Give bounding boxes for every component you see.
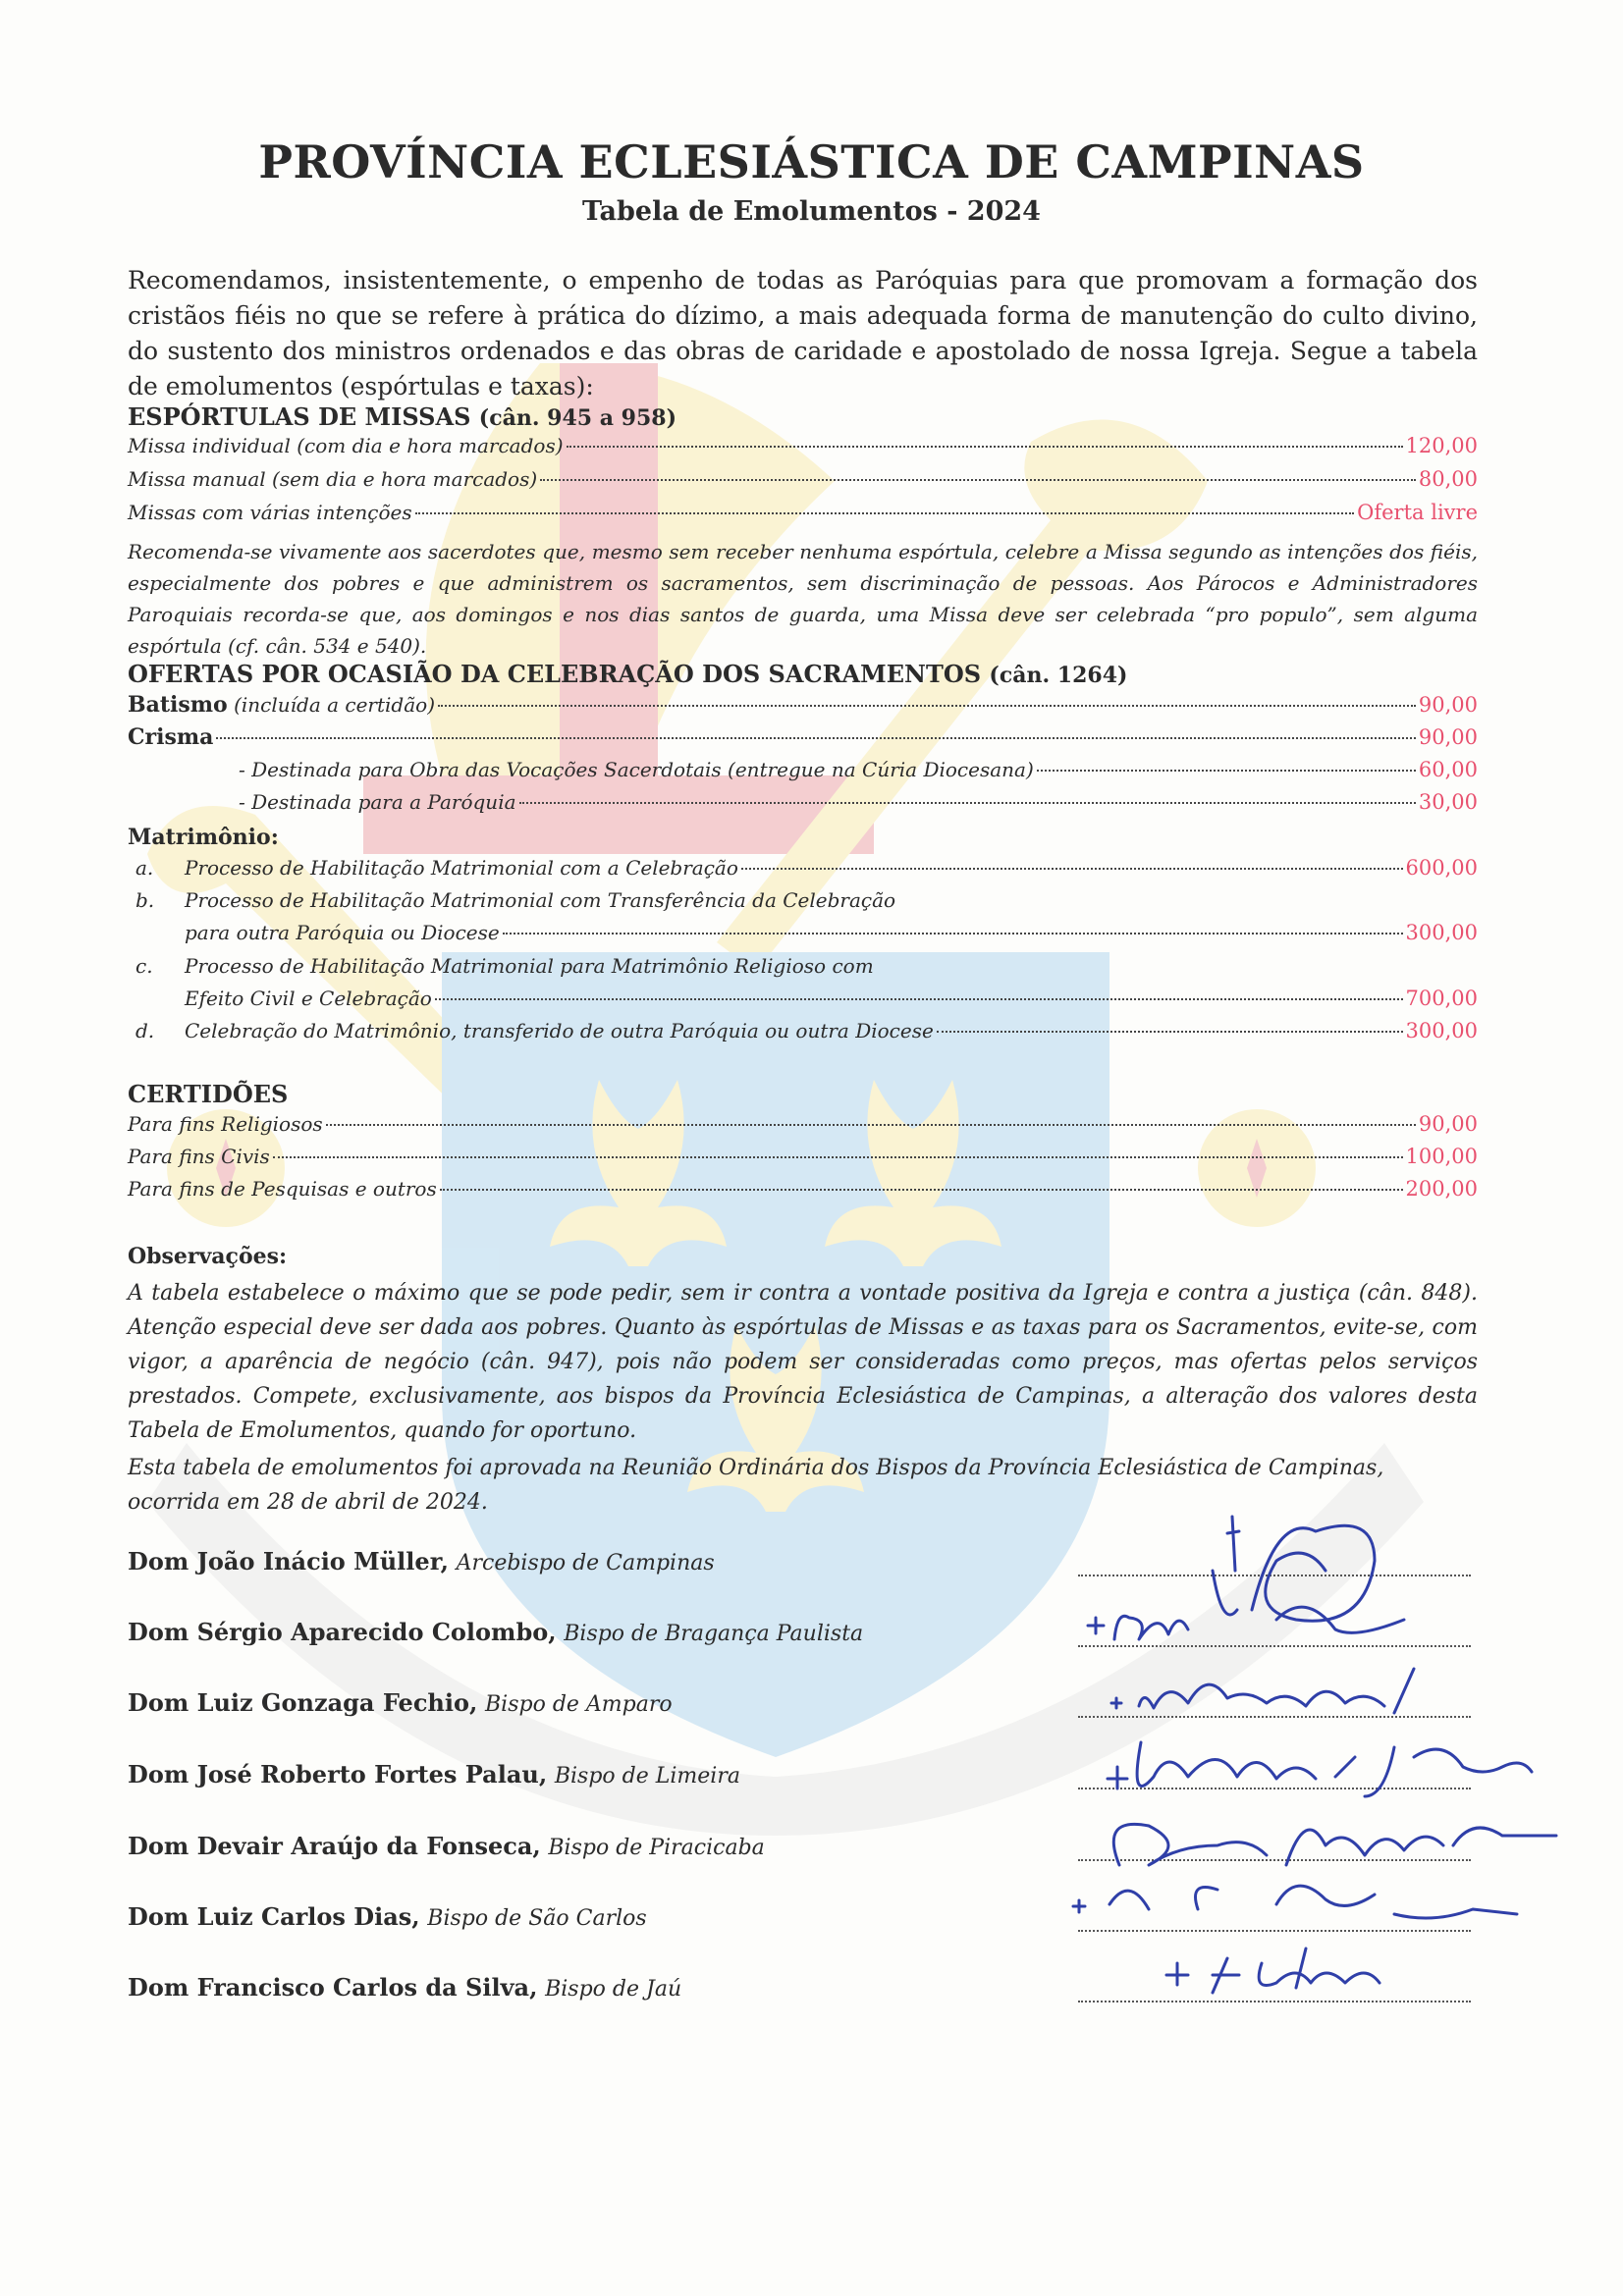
item-value: 90,00 — [1418, 693, 1478, 717]
item-value: 60,00 — [1418, 758, 1478, 781]
list-item — [128, 501, 1478, 532]
observacoes-title: Observações: — [128, 1244, 288, 1269]
bishop-entry — [128, 1973, 681, 2002]
bishop-entry — [128, 1618, 863, 1646]
signature-line — [1078, 1575, 1471, 1576]
item-letter: b. — [135, 888, 155, 912]
item-value: 90,00 — [1418, 1112, 1478, 1136]
dot-leader — [216, 737, 1415, 739]
bishop-title: Bispo de Jaú — [545, 1977, 682, 2002]
item-value: 300,00 — [1405, 1019, 1478, 1042]
dot-leader — [326, 1124, 1416, 1126]
dot-leader — [540, 479, 1416, 481]
section-title-sacramentos-text: OFERTAS POR OCASIÃO DA CELEBRAÇÃO DOS SACRAMENTOS — [128, 660, 982, 688]
item-label: para outra Paróquia ou Diocese — [185, 921, 500, 944]
item-label: Celebração do Matrimônio, transferido de outra Paróquia ou outra Diocese — [185, 1019, 934, 1042]
section-title-missas-text: ESPÓRTULAS DE MISSAS — [128, 402, 471, 431]
approval-text: Esta tabela de emolumentos foi aprovada na Reunião Ordinária dos Bispos da Província Eclesiástica de Campinas, ocorrida em 28 de abril de 2024. — [128, 1456, 1384, 1515]
dot-leader — [741, 868, 1403, 870]
bishop-name: Dom José Roberto Fortes Palau, — [128, 1760, 548, 1789]
dot-leader — [440, 1189, 1403, 1191]
list-item — [128, 434, 1478, 465]
bishop-title: Bispo de São Carlos — [427, 1906, 647, 1931]
missas-note: Recomenda-se vivamente aos sacerdotes que, mesmo sem receber nenhuma espórtula, celebre a Missa segundo as intenções dos fiéis, especialmente dos pobres e que administrem os sacramentos, sem discriminação de pessoas. Aos Párocos e Administradores Paroquiais recorda-se que, aos domingos e nos dias santos de guarda, uma Missa deve ser celebrada “pro populo”, sem alguma espórtula (cf. cân. 534 e 540). — [128, 540, 1478, 658]
item-value: 80,00 — [1418, 467, 1478, 491]
list-item — [128, 1145, 1478, 1176]
crisma-label: Crisma — [128, 724, 214, 750]
item-label: Processo de Habilitação Matrimonial com a Celebração — [185, 856, 738, 880]
bishop-name: Dom Sérgio Aparecido Colombo, — [128, 1618, 557, 1646]
signature-line — [1078, 1930, 1471, 1932]
page-title: PROVÍNCIA ECLESIÁSTICA DE CAMPINAS — [258, 135, 1365, 188]
item-label: - Destinada para a Paróquia — [239, 790, 516, 814]
list-item — [128, 692, 1478, 723]
item-label: Efeito Civil e Celebração — [185, 987, 432, 1010]
bishop-title: Bispo de Limeira — [554, 1764, 740, 1789]
item-label: Missa individual (com dia e hora marcados) — [128, 434, 564, 457]
list-item — [128, 987, 1478, 1018]
item-value: 300,00 — [1405, 921, 1478, 944]
section-canon-sacramentos: (cân. 1264) — [989, 663, 1128, 688]
list-item-top — [128, 888, 1478, 920]
bishop-entry — [128, 1902, 647, 1931]
bishop-name: Dom Luiz Carlos Dias, — [128, 1902, 420, 1931]
list-item — [128, 921, 1478, 952]
signature-line — [1078, 2001, 1471, 2002]
dot-leader — [937, 1031, 1403, 1033]
item-label: Para fins Religiosos — [128, 1112, 323, 1136]
list-item — [239, 758, 1478, 789]
list-item — [128, 856, 1478, 887]
dot-leader — [435, 998, 1403, 1000]
batismo-label: Batismo — [128, 692, 228, 718]
item-label-top: Processo de Habilitação Matrimonial para Matrimônio Religioso com — [185, 954, 874, 978]
intro-paragraph: Recomendamos, insistentemente, o empenho de todas as Paróquias para que promovam a formação dos cristãos fiéis no que se refere à prática do dízimo, a mais adequada forma de manutenção do culto divino, do sustento dos ministros ordenados e das obras de caridade e apostolado de nossa Igreja. Segue a tabela de emolumentos (espórtulas e taxas): — [128, 266, 1478, 400]
item-value: 120,00 — [1405, 434, 1478, 457]
item-value: 700,00 — [1405, 987, 1478, 1010]
item-value: 30,00 — [1418, 790, 1478, 814]
item-label — [128, 692, 435, 718]
bishop-entry — [128, 1688, 673, 1717]
item-label: Para fins de Pesquisas e outros — [128, 1177, 437, 1201]
dot-leader — [519, 802, 1416, 804]
signature-line — [1078, 1716, 1471, 1718]
batismo-extra: (incluída a certidão) — [234, 693, 435, 717]
signature-line — [1078, 1859, 1471, 1861]
bishop-title: Arcebispo de Campinas — [456, 1551, 715, 1575]
item-value: 200,00 — [1405, 1177, 1478, 1201]
item-value: 90,00 — [1418, 725, 1478, 749]
bishop-title: Bispo de Bragança Paulista — [564, 1622, 864, 1646]
signature-line — [1078, 1645, 1471, 1647]
section-title-certidoes: CERTIDÕES — [128, 1080, 289, 1108]
list-item-top — [128, 954, 1478, 986]
dot-leader — [273, 1156, 1403, 1158]
list-item — [239, 790, 1478, 822]
bishop-name: Dom Luiz Gonzaga Fechio, — [128, 1688, 478, 1717]
bishop-entry — [128, 1832, 765, 1860]
bishop-entry — [128, 1760, 740, 1789]
item-label: Para fins Civis — [128, 1145, 270, 1168]
item-label: - Destinada para Obra das Vocações Sacerdotais (entregue na Cúria Diocesana) — [239, 758, 1034, 781]
observacoes-text: A tabela estabelece o máximo que se pode pedir, sem ir contra a vontade positiva da Igreja e contra a justiça (cân. 848). Atenção especial deve ser dada aos pobres. Quanto às espórtulas de Missas e as taxas para os Sacramentos, evite-se, com vigor, a aparência de negócio (cân. 947), pois não podem ser consideradas como preços, mas ofertas pelos serviços prestados. Compete, exclusivamente, aos bispos da Província Eclesiástica de Campinas, a alteração dos valores desta Tabela de Emolumentos, quando for oportuno. — [128, 1281, 1478, 1443]
section-title-missas — [128, 402, 676, 431]
item-value: Oferta livre — [1357, 501, 1478, 524]
dot-leader — [1037, 770, 1416, 772]
item-label: Missas com várias intenções — [128, 501, 412, 524]
bishop-name: Dom João Inácio Müller, — [128, 1547, 449, 1575]
dot-leader — [503, 933, 1403, 934]
item-value: 600,00 — [1405, 856, 1478, 880]
list-item — [128, 1112, 1478, 1144]
item-label: Missa manual (sem dia e hora marcados) — [128, 467, 538, 491]
dot-leader — [438, 705, 1416, 707]
bishop-name: Dom Francisco Carlos da Silva, — [128, 1973, 538, 2002]
item-letter: c. — [135, 954, 153, 978]
bishop-title: Bispo de Amparo — [485, 1692, 673, 1717]
item-letter: a. — [135, 856, 154, 880]
section-title-sacramentos — [128, 660, 1127, 688]
signature-line — [1078, 1788, 1471, 1789]
list-item — [128, 1177, 1478, 1208]
list-item — [128, 1019, 1478, 1050]
item-value: 100,00 — [1405, 1145, 1478, 1168]
bishop-title: Bispo de Piracicaba — [548, 1836, 765, 1860]
page-subtitle: Tabela de Emolumentos - 2024 — [582, 196, 1041, 227]
item-label — [128, 724, 213, 750]
dot-leader — [415, 512, 1355, 514]
section-canon-missas: (cân. 945 a 958) — [478, 405, 676, 431]
list-item — [128, 467, 1478, 499]
dot-leader — [567, 446, 1403, 448]
item-label-top: Processo de Habilitação Matrimonial com Transferência da Celebração — [185, 888, 896, 912]
matrimonio-title: Matrimônio: — [128, 825, 279, 850]
item-letter: d. — [135, 1019, 155, 1042]
list-item — [128, 724, 1478, 756]
bishop-name: Dom Devair Araújo da Fonseca, — [128, 1832, 541, 1860]
bishop-entry — [128, 1547, 715, 1575]
